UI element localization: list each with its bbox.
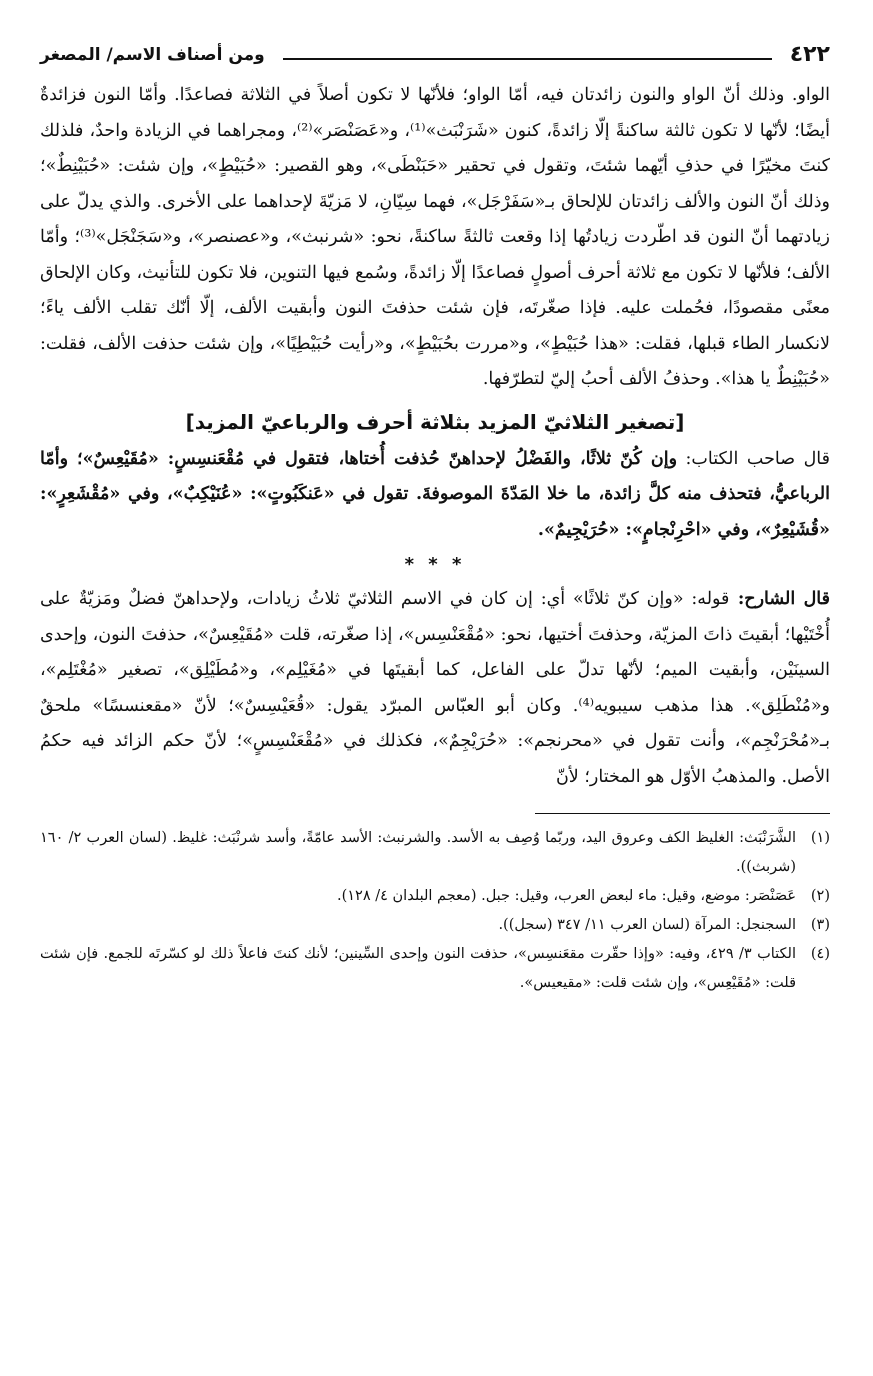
commentary-paragraph [40,582,830,795]
asterisk-separator: * * * [404,554,466,575]
header-rule [283,58,772,60]
footnote-4 [40,940,830,998]
footnote-number: (١) [810,830,830,846]
running-title: ومن أصناف الاسم/ المصغر [40,45,265,65]
author-quote [40,442,830,549]
footnote-rule [535,813,830,814]
footnote-text: عَصَنْصَر: موضع، وقيل: ماء لبعض العرب، وقيل: جبل. (معجم البلدان ٤/ ١٢٨). [336,888,796,904]
footnote-1 [40,824,830,882]
footnotes [40,824,830,998]
footnote-number: (٤) [810,946,830,962]
footnote-number: (٢) [810,888,830,904]
page-header [40,34,830,68]
book-page [40,34,830,1354]
footnote-text: السجنجل: المرآة (لسان العرب ١١/ ٣٤٧ (سجل)). [498,917,796,933]
footnote-text: الكتاب ٣/ ٤٢٩، وفيه: «وإذا حقّرت مقعَنسِس»، حذفت النون وإحدى السِّينين؛ لأنك كنتَ فاعلاً ذلك لو كسّرتَه للجمع. فإن شئت قلت: «مُقَيْعِس»، وإن شئت قلت: «مقيعيس». [40,946,796,991]
quote-intro: قال صاحب الكتاب: [677,448,830,469]
body-paragraph: الواو. وذلك أنّ الواو والنون زائدتان فيه، أمّا الواو؛ فلأنّها لا تكون أصلاً في الثلاثة فصاعدًا. وأمّا النون فزائدةٌ أيضًا؛ لأنّها لا تكون ثالثة ساكنةً إلّا زائدةً، كنون «شَرَنْبَث»⁽¹⁾، و«عَصَنْصَر»⁽²⁾، ومجراهما في الزيادة واحدٌ، فلذلك كنتَ مخيّرًا في حذفِ أيّهما شئتَ، وتقول في تحقير «حَبَنْطَى»، وهو القصير: «حُبَيْطٍ»، وإن شئت: «حُبَيْنِطٌ»؛ وذلك أنّ النون والألف زائدتان للإلحاق بـ«سَفَرْجَل»، فهما سِيّانِ، لا مَزيّةَ لإحداهما على الأخرى. والذي يدلّ على زيادتهما أنّ النون قد اطّردت زيادتُها إذا وقعت ثالثةً ساكنةً، نحو: «شرنبث»، و«عصنصر»، و«سَجَنْجَل»⁽³⁾؛ وأمّا الألف؛ فلأنّها لا تكون مع ثلاثة أحرف أصولٍ فصاعدًا إلّا زائدةً، وسُمع فيها التنوين، فلا تكون للتأنيث، وكان الإلحاق معنًى مقصودًا، فحُملت عليه. فإذا صغّرتَه، فإن شئت حذفتَ النون وأبقيت الألف، إلّا أنّك تقلب الألف ياءً؛ لانكسار الطاء قبلها، فقلت: «هذا حُبَيْطٍ»، و«مررت بحُبَيْطٍ»، و«رأيت حُبَيْطِيًا»، وإن شئت حذفت الألف، فقلت: «حُبَيْنِطٌ يا هذا». وحذفُ الألف أحبُ إليّ لتطرّفها. [40,85,830,389]
quote-text: وإن كُنّ ثلاثًا، والفَضْلُ لإحداهنّ حُذفت أُختاها، فتقول في مُقْعَنسِسٍ: «مُقَيْعِسٌ»؛ وأمّا الرباعيُّ، فتحذف منه كلَّ زائدة، ما خلا المَدّةَ الموصوفةَ. تقول في «عَنكَبُوتٍ»: «عُنَيْكِبٌ»، وفي «مُقْشَعِرٍ»: «قُشَيْعِرٌ»، وفي «احْرِنْجامٍ»: «حُرَيْجِيمٌ». [40,448,830,540]
author-quote-paragraph [40,442,830,549]
section-heading: [تصغير الثلاثيّ المزيد بثلاثة أحرف والرباعيّ المزيد] [185,409,685,434]
footnote-2 [40,882,830,911]
footnote-3 [40,911,830,940]
footnote-text: الشَّرَنْبَث: الغليظ الكف وعروق اليد، وربّما وُصِف به الأسد. والشرنبث: الأسد عامّةً، وأسد شرنْبَث: غليظ. (لسان العرب ٢/ ١٦٠ (شربث)). [40,830,796,875]
page-number: ٤٢٢ [789,42,830,67]
main-text [40,78,830,795]
commentary-label: قال الشارح: [729,589,830,609]
footnote-number: (٣) [810,917,830,933]
commentary-text: قوله: «وإن كنّ ثلاثًا» أي: إن كان في الاسم الثلاثيّ ثلاثُ زيادات، ولإحداهنّ فضلٌ ومَزيّةٌ على أُخْتَيْها؛ أبقيتَ ذاتَ المزيّة، وحذفتَ أختيها، نحو: «مُقْعَنْسِس»، إذا صغّرته، قلت «مُقَيْعِسٌ»، حذفتَ النون، وإحدى السينَيْن، وأبقيت الميم؛ لأنّها تدلّ على الفاعل، كما أبقيتَها في «مُغَيْلِم»، و«مُطَيْلِق»، تصغير «مُغْتَلِم»، و«مُنْطَلِق». هذا مذهب سيبويه⁽⁴⁾. وكان أبو العبّاس المبرّد يقول: «قُعَيْسِسٌ»؛ لأنّ «مقعنسسًا» ملحقٌ بـ«مُحْرَنْجِم»، وأنت تقول في «محرنجم»: «حُرَيْجِمٌ»، فكذلك في «مُقْعَنْسِسٍ»؛ لأنّ حكم الزائد فيه حكمُ الأصل. والمذهبُ الأوّل هو المختار؛ لأنّ [40,589,830,787]
